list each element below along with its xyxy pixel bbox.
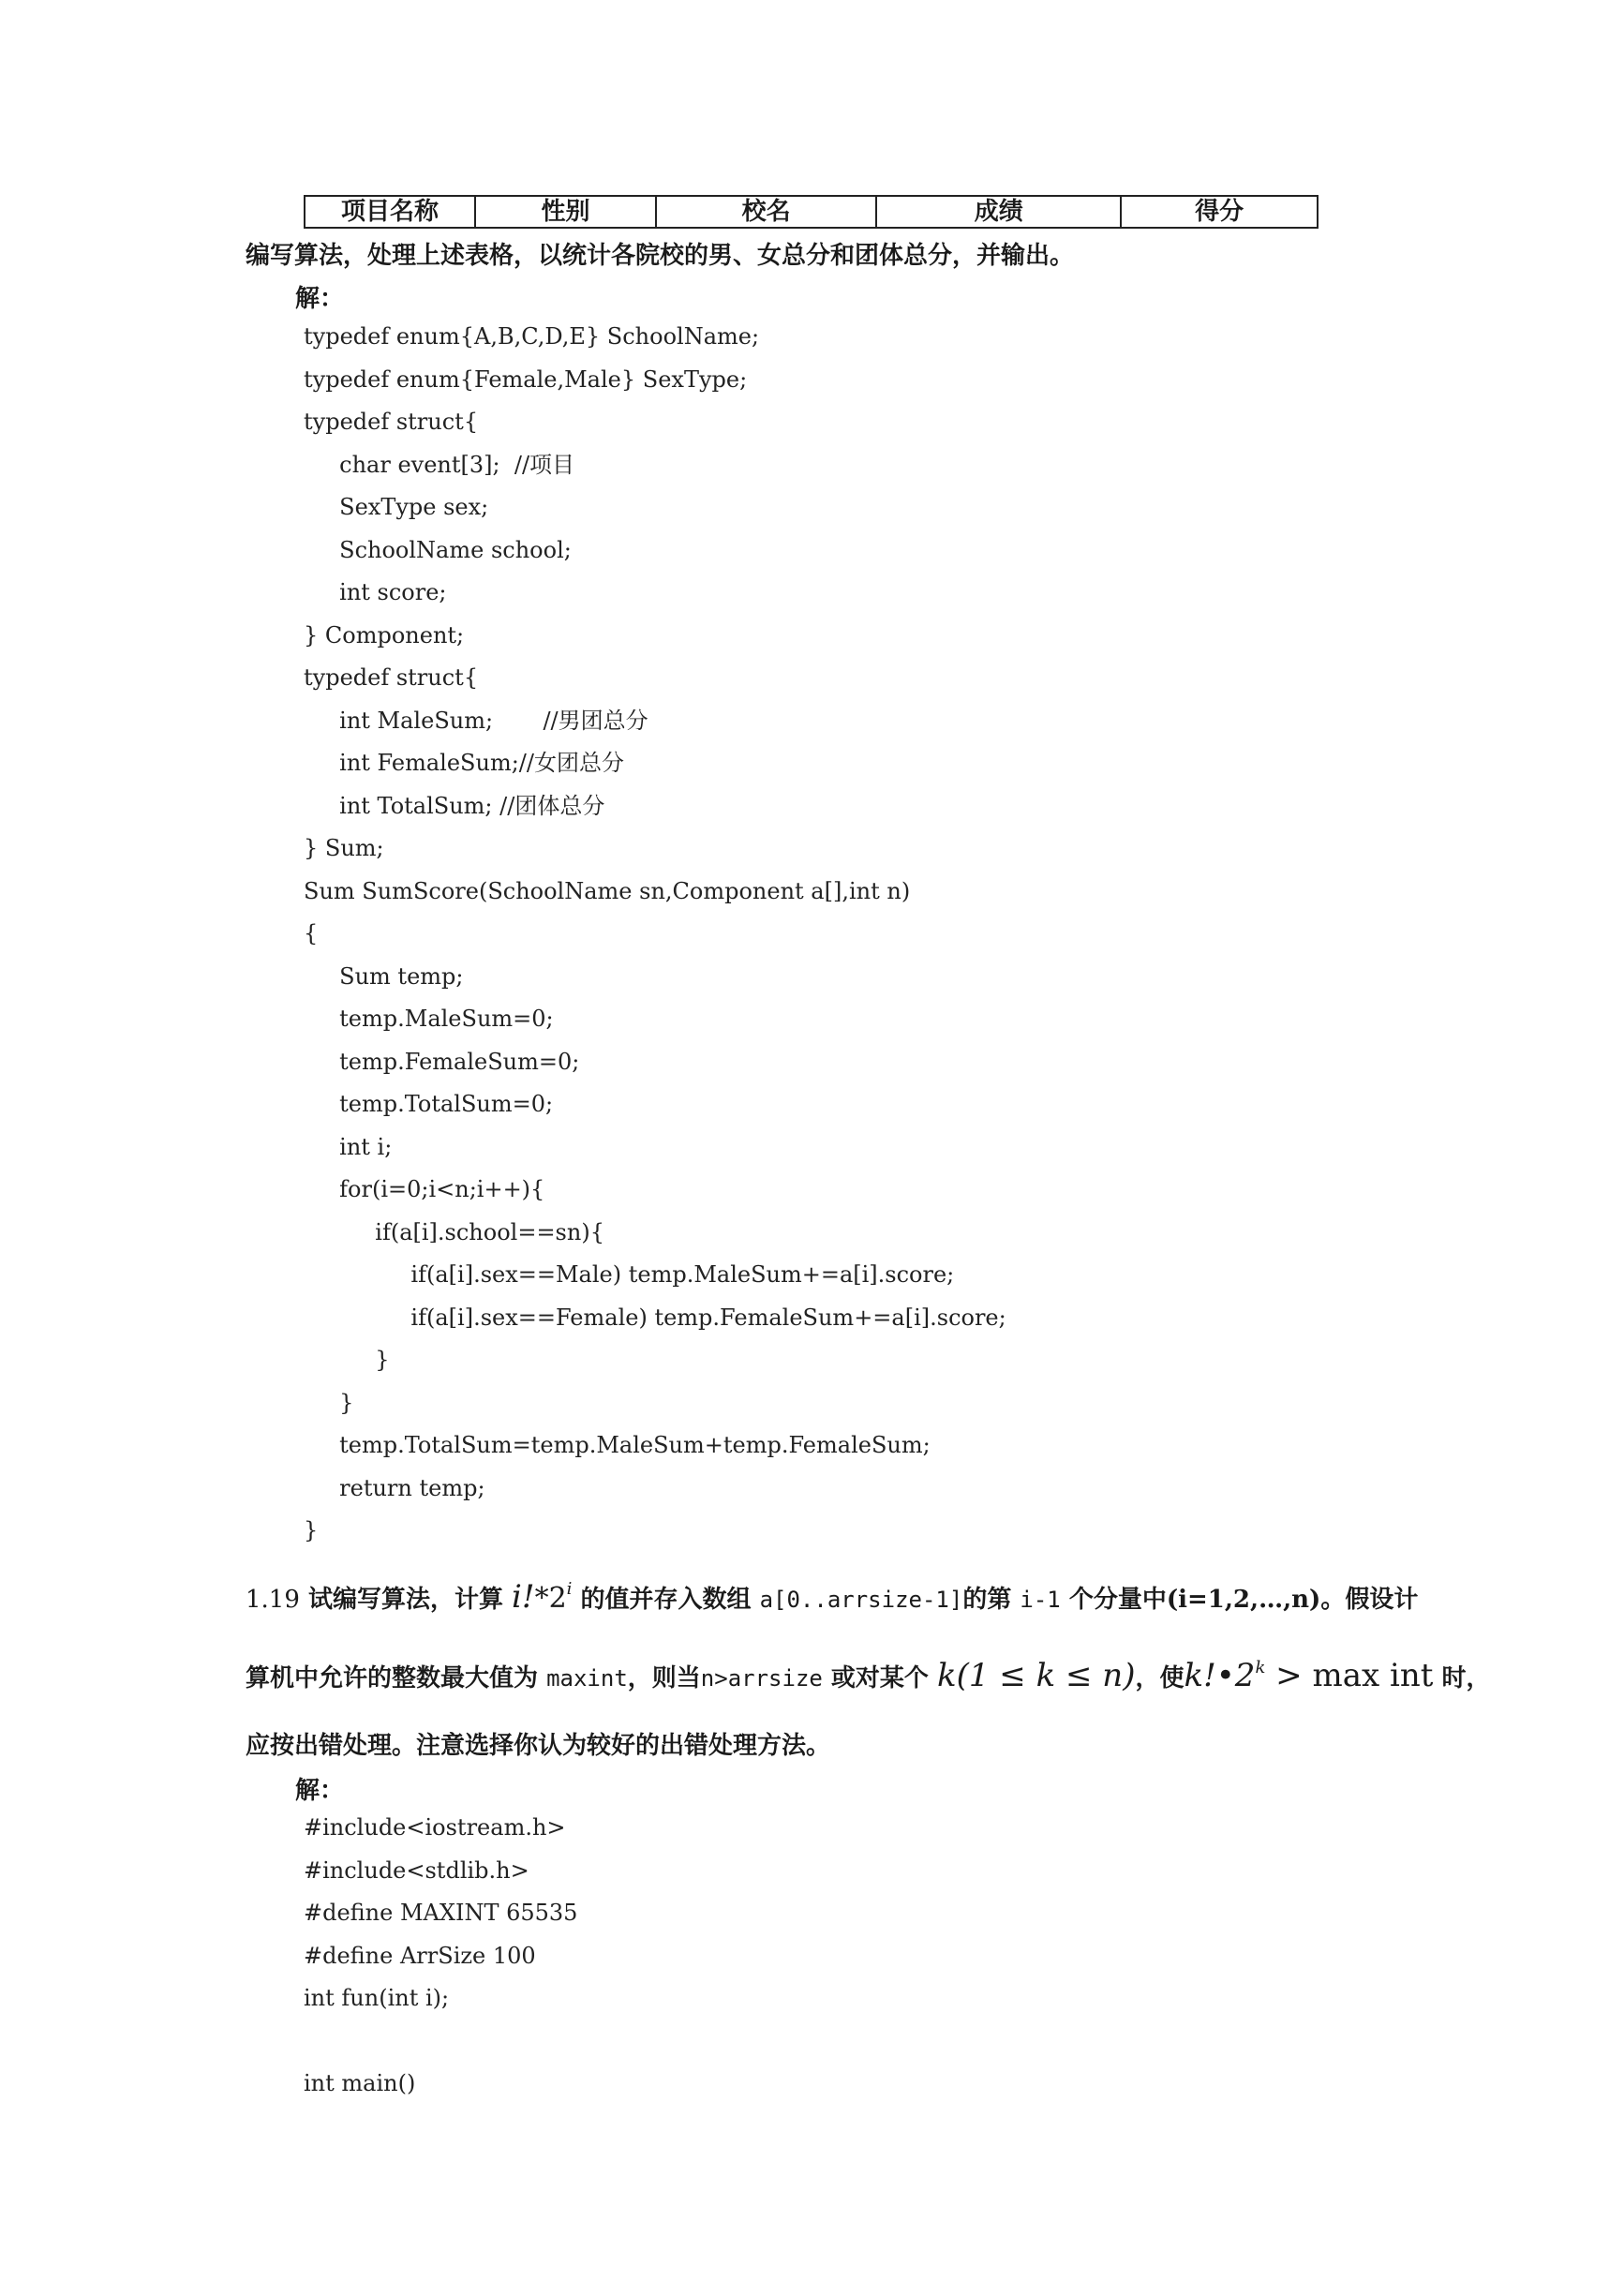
code-line: return temp;	[304, 1474, 485, 1501]
col-school: 校名	[656, 196, 876, 228]
code-line: if(a[i].sex==Male) temp.MaleSum+=a[i].score;	[304, 1261, 955, 1288]
col-sex: 性别	[475, 196, 656, 228]
code-line: if(a[i].school==sn){	[304, 1218, 604, 1245]
arrsize-condition: n>arrsize	[700, 1665, 823, 1692]
code-line: typedef struct{	[304, 409, 479, 435]
array-expr: a[0..arrsize-1]	[759, 1587, 963, 1613]
code-line: temp.TotalSum=temp.MaleSum+temp.FemaleSum;	[304, 1432, 931, 1458]
solution-label: 解：	[295, 285, 345, 313]
formula-times: *2	[534, 1582, 567, 1615]
code-line: } Component;	[304, 621, 465, 649]
code-line: temp.TotalSum=0;	[304, 1091, 554, 1117]
code-line: #define MAXINT 65535	[304, 1900, 578, 1926]
formula-exponent: i	[566, 1579, 573, 1599]
code-line: {	[304, 920, 319, 947]
code-line: int MaleSum; //男团总分	[304, 707, 648, 734]
score-table-header	[304, 195, 1319, 229]
code-line: #include<stdlib.h>	[304, 1856, 529, 1884]
code-line: int main()	[304, 2070, 416, 2096]
q-text-p2g: 时，	[1441, 1664, 1491, 1692]
code-line: int fun(int i);	[304, 1985, 450, 2011]
code-line: #define ArrSize 100	[304, 1942, 536, 1969]
code-line: Sum SumScore(SchoolName sn,Component a[],int n)	[304, 877, 911, 904]
code-line: temp.FemaleSum=0;	[304, 1048, 580, 1075]
code-line	[304, 2020, 577, 2064]
index-expr: i-1	[1020, 1587, 1061, 1613]
question-1-19-line-1	[246, 1578, 1418, 1616]
code-line: char event[3]; //项目	[304, 451, 575, 478]
code-line: int FemaleSum;//女团总分	[304, 750, 624, 776]
code-line: }	[304, 1517, 319, 1543]
col-score: 得分	[1121, 196, 1318, 228]
table-header-row	[305, 196, 1318, 228]
code-line: }	[304, 1389, 354, 1416]
q-text-p2f: ，使	[1135, 1664, 1184, 1692]
code-line: Sum temp;	[304, 962, 464, 990]
formula-k-range: k(1 ≤ k ≤ n)	[936, 1657, 1136, 1694]
question-1-19-line-2	[246, 1657, 1490, 1694]
formula-i-factorial-times-2-pow-i: i!	[512, 1578, 535, 1616]
code-line: }	[304, 1347, 390, 1373]
code-line: int i;	[304, 1133, 393, 1160]
question-number: 1.19	[246, 1586, 300, 1614]
col-event-name: 项目名称	[305, 196, 475, 228]
code-block-main	[304, 1807, 577, 2106]
q-text-a: 试编写算法，计算	[307, 1586, 503, 1614]
code-line: SchoolName school;	[304, 536, 572, 563]
code-line: typedef enum{A,B,C,D,E} SchoolName;	[304, 323, 760, 350]
q-text-p2c: ，则当	[627, 1664, 701, 1692]
q-text-d: 的第	[962, 1586, 1012, 1614]
q-text-b: 的值并存入数组	[580, 1586, 752, 1614]
question-1-19-line-3: 应按出错处理。注意选择你认为较好的出错处理方法。	[246, 1732, 831, 1760]
code-block-sumscore	[304, 316, 1006, 1553]
code-line: if(a[i].sex==Female) temp.FemaleSum+=a[i].score;	[304, 1304, 1006, 1331]
code-line: SexType sex;	[304, 494, 489, 520]
code-line: temp.MaleSum=0;	[304, 1006, 554, 1032]
code-line: int score;	[304, 579, 447, 605]
code-line: #include<iostream.h>	[304, 1814, 566, 1841]
code-line: typedef struct{	[304, 664, 479, 691]
problem-statement: 编写算法，处理上述表格，以统计各院校的男、女总分和团体总分，并输出。	[246, 242, 1075, 270]
maxint-term: maxint	[546, 1665, 628, 1692]
code-line: int TotalSum; //团体总分	[304, 792, 605, 819]
q-text-f: 个分量中(i=1,2,…,n)。假设计	[1068, 1586, 1419, 1614]
formula-k-factorial-bound: k!•2$^k$ > max int	[1184, 1657, 1434, 1694]
code-line: typedef enum{Female,Male} SexType;	[304, 365, 748, 393]
solution-label-2: 解：	[295, 1777, 345, 1805]
q-text-p2e: 或对某个	[830, 1664, 929, 1692]
code-line: for(i=0;i<n;i++){	[304, 1176, 545, 1202]
col-result: 成绩	[876, 196, 1121, 228]
code-line: } Sum;	[304, 835, 384, 861]
q-text-p2a: 算机中允许的整数最大值为	[246, 1664, 539, 1692]
